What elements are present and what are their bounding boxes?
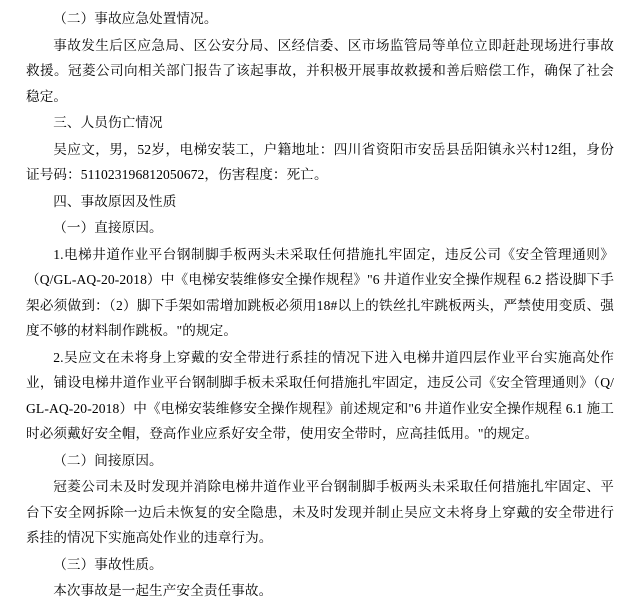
subsection-heading-accident-nature: （三）事故性质。	[53, 556, 163, 572]
section-heading-cause-and-nature: 四、事故原因及性质	[53, 193, 177, 209]
subsection-heading-indirect-cause: （二）间接原因。	[53, 452, 163, 468]
paragraph-indirect-cause: 冠菱公司未及时发现并消除电梯井道作业平台钢制脚手板两头未采取任何措施扎牢固定、平台下安全网拆除一边后未恢复的安全隐患，未及时发现并制止吴应文未将身上穿戴的安全带进行系挂的情况下实施高处作业的违章行为。	[26, 479, 614, 545]
paragraph-accident-nature: 本次事故是一起生产安全责任事故。	[53, 583, 273, 598]
subsection-heading-direct-cause: （一）直接原因。	[53, 220, 163, 235]
paragraph-direct-cause-1: 1.电梯井道作业平台钢制脚手板两头未采取任何措施扎牢固定，违反公司《安全管理通则》（Q/GL-AQ-20-2018）中《电梯安装维修安全操作规程》"6 井道作业安全操作规程 6.2 搭设脚下手架必须做到：（2）脚下手架如需增加跳板必须用18#以上的铁丝扎牢跳板两头，严禁使用变质、强度不够的材料制作跳板。"的规定。	[26, 246, 614, 338]
paragraph-direct-cause-2: 2.吴应文在未将身上穿戴的安全带进行系挂的情况下进入电梯井道四层作业平台实施高处作业，铺设电梯井道作业平台钢制脚手板未采取任何措施扎牢固定，违反公司《安全管理通则》（Q/GL-AQ-20-2018）中《电梯安装维修安全操作规程》前述规定和"6 井道作业安全操作规程 6.1 施工时必须戴好安全帽，登高作业应系好安全带，使用安全带时，应高挂低用。"的规定。	[26, 349, 614, 441]
section-heading-emergency-response: （二）事故应急处置情况。	[53, 11, 218, 26]
section-heading-casualties: 三、人员伤亡情况	[53, 115, 163, 130]
paragraph-emergency-response: 事故发生后区应急局、区公安分局、区经信委、区市场监管局等单位立即赶赴现场进行事故救援。冠菱公司向相关部门报告了该起事故，并积极开展事故救援和善后赔偿工作，确保了社会稳定。	[26, 37, 614, 104]
paragraph-casualty-detail: 吴应文，男，52岁，电梯安装工，户籍地址：四川省资阳市安岳县岳阳镇永兴村12组，身份证号码：511023196812050672，伤害程度：死亡。	[26, 141, 614, 182]
